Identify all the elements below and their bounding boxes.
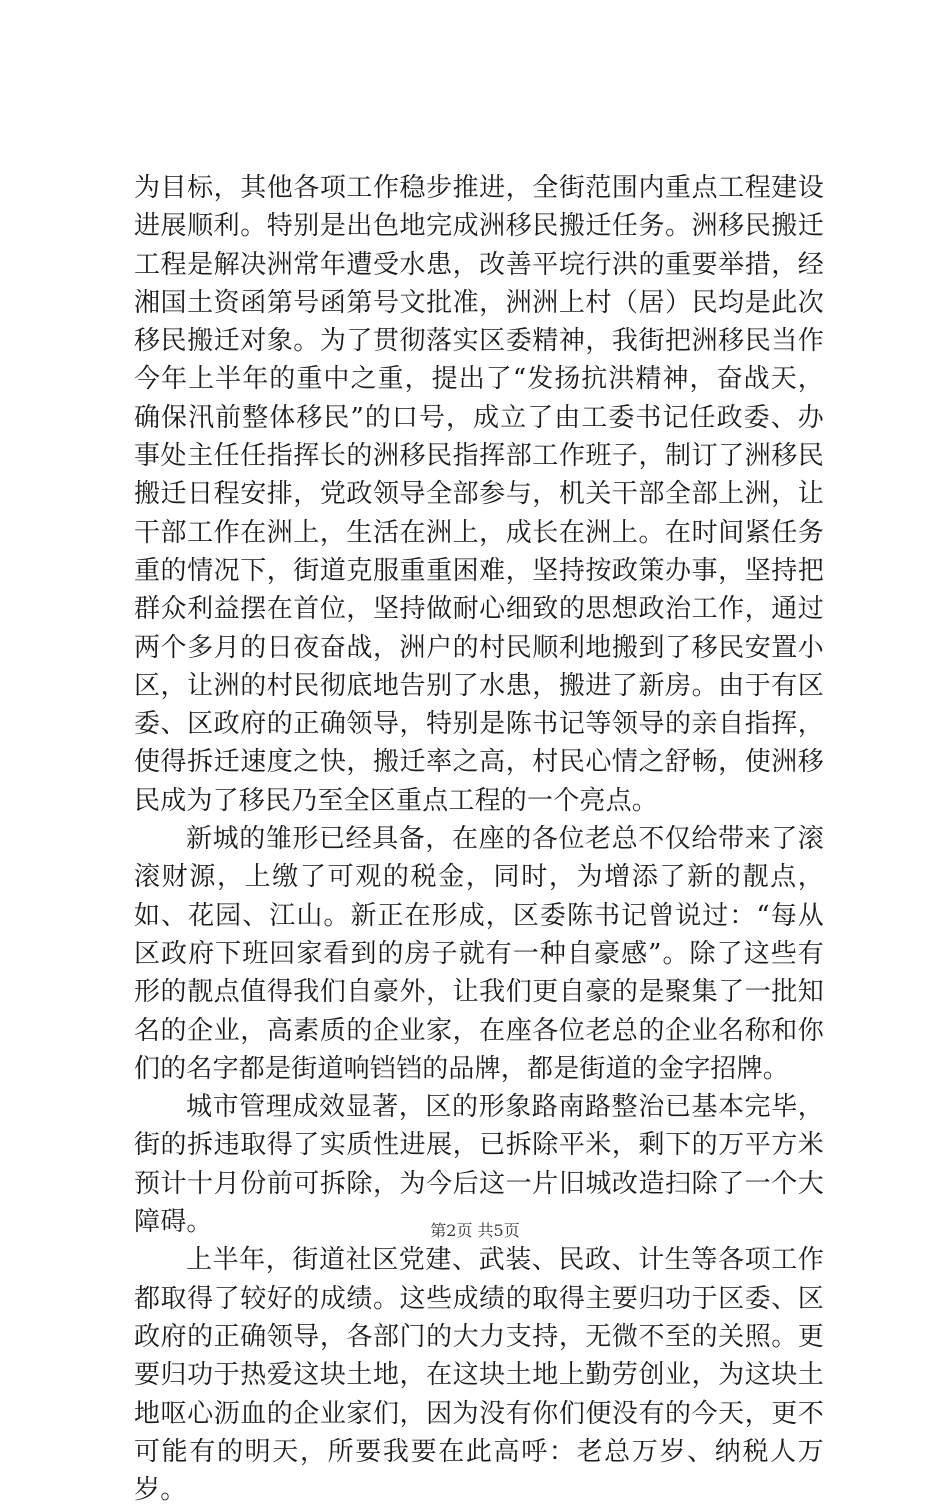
paragraph-2: 新城的雏形已经具备，在座的各位老总不仅给带来了滚滚财源，上缴了可观的税金，同时，为增添了新的靓点，如、花园、江山。新正在形成，区委陈书记曾说过：“每从区政府下班回家看到的房子就有一种自豪感”。除了这些有形的靓点值得我们自豪外，让我们更自豪的是聚集了一批知名的企业，高素质的企业家，在座各位老总的企业名称和你们的名字都是街道响铛铛的品牌，都是街道的金字招牌。	[134, 824, 824, 1084]
paragraph-4: 上半年，街道社区党建、武装、民政、计生等各项工作都取得了较好的成绩。这些成绩的取得主要归功于区委、区政府的正确领导，各部门的大力支持，无微不至的关照。更要归功于热爱这块土地，在这块土地上勤劳创业，为这块土地呕心沥血的企业家们，因为没有你们便没有的今天，更不可能有的明天，所要我要在此高呼：老总万岁、纳税人万岁。	[134, 1245, 824, 1506]
page-number-footer: 第2页 共5页	[430, 1221, 520, 1240]
paragraph-3: 城市管理成效显著，区的形象路南路整治已基本完毕，街的拆违取得了实质性进展，已拆除平米，剩下的万平方米预计十月份前可拆除，为今后这一片旧城改造扫除了一个大障碍。	[134, 1092, 824, 1238]
paragraph-1: 为目标，其他各项工作稳步推进，全街范围内重点工程建设进展顺利。特别是出色地完成洲移民搬迁任务。洲移民搬迁工程是解决洲常年遭受水患，改善平垸行洪的重要举措，经湘国土资函第号函第号文批准，洲洲上村（居）民均是此次移民搬迁对象。为了贯彻落实区委精神，我街把洲移民当作今年上半年的重中之重，提出了“发扬抗洪精神，奋战天，确保汛前整体移民”的口号，成立了由工委书记任政委、办事处主任任指挥长的洲移民指挥部工作班子，制订了洲移民搬迁日程安排，党政领导全部参与，机关干部全部上洲，让干部工作在洲上，生活在洲上，成长在洲上。在时间紧任务重的情况下，街道克服重重困难，坚持按政策办事，坚持把群众利益摆在首位，坚持做耐心细致的思想政治工作，通过两个多月的日夜奋战，洲户的村民顺利地搬到了移民安置小区，让洲的村民彻底地告别了水患，搬进了新房。由于有区委、区政府的正确领导，特别是陈书记等领导的亲自指挥，使得拆迁速度之快，搬迁率之高，村民心情之舒畅，使洲移民成为了移民乃至全区重点工程的一个亮点。	[134, 173, 824, 816]
document-body	[134, 169, 824, 1509]
